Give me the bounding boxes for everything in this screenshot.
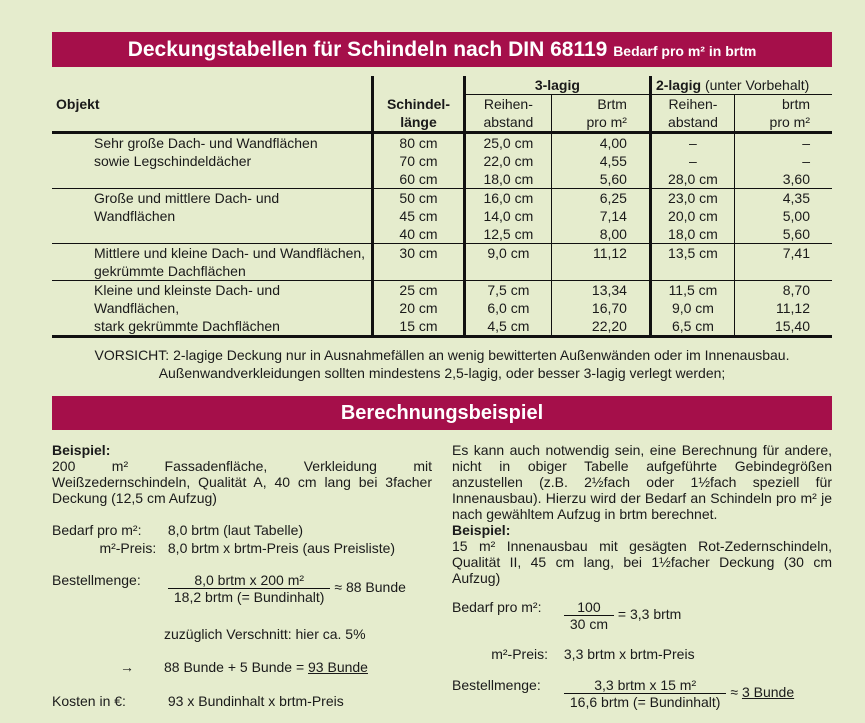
left-bestell-result: ≈ 88 Bunde bbox=[334, 579, 406, 596]
header-brtm-2: brtm bbox=[734, 95, 832, 114]
left-preis-label: m²-Preis: bbox=[99, 540, 157, 556]
cell-b3: 16,70 bbox=[551, 299, 650, 317]
cell-laenge: 30 cm bbox=[373, 244, 465, 263]
right-bestell-result: 3 Bunde bbox=[741, 684, 795, 701]
header-schindellaenge: Schindel- bbox=[373, 95, 465, 114]
cell-b3: 22,20 bbox=[551, 317, 650, 337]
fraction-numerator: 100 bbox=[564, 599, 614, 616]
right-bestell-row bbox=[452, 677, 794, 710]
cell-b3: 4,00 bbox=[551, 133, 650, 153]
cell-b2: 5,60 bbox=[734, 225, 832, 244]
table-row bbox=[52, 225, 832, 244]
cell-b3: 5,60 bbox=[551, 170, 650, 189]
cell-laenge: 70 cm bbox=[373, 152, 465, 170]
right-bedarf-fraction bbox=[564, 599, 614, 632]
cell-r3 bbox=[464, 262, 551, 281]
cell-r2: 23,0 cm bbox=[650, 189, 734, 208]
left-sum-row bbox=[164, 659, 368, 675]
header-brtm-3b: pro m² bbox=[551, 113, 650, 133]
left-bestell-label: Bestellmenge: bbox=[52, 572, 141, 588]
cell-b3: 13,34 bbox=[551, 281, 650, 300]
cell-r3: 7,5 cm bbox=[464, 281, 551, 300]
right-example-text: 15 m² Innenausbau mit gesägten Rot-Zedernschindeln, Qualität II, 45 cm lang, bei 1½facher Deckung (30 cm Aufzug) bbox=[452, 538, 832, 586]
coverage-table bbox=[52, 76, 832, 338]
left-bestell-row bbox=[52, 572, 406, 605]
header-reihenabstand-3b: abstand bbox=[464, 113, 551, 133]
header-reihenabstand-2: Reihen- bbox=[650, 95, 734, 114]
left-intro: 200 m² Fassadenfläche, Verkleidung mit Weißzedernschindeln, Qualität A, 40 cm lang bei 3facher Deckung (12,5 cm Aufzug) bbox=[52, 458, 432, 506]
cell-b3 bbox=[551, 262, 650, 281]
cell-objekt bbox=[52, 225, 373, 244]
left-sum-prefix: 88 Bunde + 5 Bunde = bbox=[164, 659, 309, 675]
cell-b2: 7,41 bbox=[734, 244, 832, 263]
cell-laenge: 20 cm bbox=[373, 299, 465, 317]
table-row bbox=[52, 133, 832, 153]
cell-r3: 6,0 cm bbox=[464, 299, 551, 317]
fraction-numerator: 8,0 brtm x 200 m² bbox=[168, 572, 331, 589]
right-bestell-label: Bestellmenge: bbox=[452, 677, 541, 693]
warning-line-1: VORSICHT: 2-lagige Deckung nur in Ausnahmefällen an wenig bewitterten Außenwänden oder im Innenausbau. bbox=[94, 347, 790, 363]
left-example bbox=[52, 442, 432, 506]
fraction-denominator: 30 cm bbox=[569, 616, 609, 632]
fraction-numerator: 3,3 brtm x 15 m² bbox=[564, 677, 727, 694]
cell-b2: 4,35 bbox=[734, 189, 832, 208]
warning-line-2: Außenwandverkleidungen sollten mindestens 2,5-lagig, oder besser 3-lagig verlegt werden; bbox=[158, 365, 726, 381]
cell-r2: 28,0 cm bbox=[650, 170, 734, 189]
right-bedarf-result: = 3,3 brtm bbox=[617, 606, 682, 623]
header-reihenabstand-3: Reihen- bbox=[464, 95, 551, 114]
cell-r3: 22,0 cm bbox=[464, 152, 551, 170]
cell-laenge: 25 cm bbox=[373, 281, 465, 300]
group-2-lagig: 2-lagig (unter Vorbehalt) bbox=[650, 76, 832, 95]
page-title: Deckungstabellen für Schindeln nach DIN 68119 bbox=[127, 38, 608, 61]
left-kosten-value: 93 x Bundinhalt x brtm-Preis bbox=[167, 693, 344, 709]
cell-r2: – bbox=[650, 133, 734, 153]
cell-r3: 18,0 cm bbox=[464, 170, 551, 189]
cell-objekt: stark gekrümmte Dachflächen bbox=[52, 317, 373, 337]
left-bedarf-row bbox=[52, 522, 303, 538]
cell-r3: 12,5 cm bbox=[464, 225, 551, 244]
header-schindellaenge-2: länge bbox=[373, 113, 465, 133]
section-banner bbox=[52, 396, 832, 430]
table-row bbox=[52, 262, 832, 281]
right-bestell-fraction bbox=[564, 677, 727, 710]
fraction-denominator: 16,6 brtm (= Bundinhalt) bbox=[569, 694, 721, 710]
right-preis-row bbox=[452, 646, 695, 662]
cell-r2 bbox=[650, 262, 734, 281]
cell-laenge: 45 cm bbox=[373, 207, 465, 225]
cell-r3: 4,5 cm bbox=[464, 317, 551, 337]
cell-b2: – bbox=[734, 133, 832, 153]
arrow-right-icon: → bbox=[120, 659, 134, 675]
cell-laenge: 40 cm bbox=[373, 225, 465, 244]
cell-objekt bbox=[52, 170, 373, 189]
header-brtm-2b: pro m² bbox=[734, 113, 832, 133]
cell-b3: 6,25 bbox=[551, 189, 650, 208]
right-bedarf-row bbox=[452, 599, 681, 632]
warning-note bbox=[52, 346, 832, 382]
left-preis-label-wrap bbox=[52, 540, 164, 556]
table-row bbox=[52, 299, 832, 317]
approx-sign: ≈ bbox=[730, 684, 742, 701]
cell-b2: 8,70 bbox=[734, 281, 832, 300]
cell-r3: 9,0 cm bbox=[464, 244, 551, 263]
cell-b2: 11,12 bbox=[734, 299, 832, 317]
cell-objekt: Wandflächen bbox=[94, 208, 176, 224]
cell-r3: 16,0 cm bbox=[464, 189, 551, 208]
cell-b3: 7,14 bbox=[551, 207, 650, 225]
cell-r2: 6,5 cm bbox=[650, 317, 734, 337]
left-preis-row bbox=[52, 540, 395, 556]
table-row bbox=[52, 317, 832, 337]
cell-r3: 25,0 cm bbox=[464, 133, 551, 153]
cell-laenge: 60 cm bbox=[373, 170, 465, 189]
right-heading: Beispiel: bbox=[452, 522, 511, 538]
table-row bbox=[52, 207, 832, 225]
cell-objekt: Kleine und kleinste Dach- und bbox=[52, 281, 373, 300]
cell-r2: 20,0 cm bbox=[650, 207, 734, 225]
cell-b2: 15,40 bbox=[734, 317, 832, 337]
table-row bbox=[52, 281, 832, 300]
section-title: Berechnungsbeispiel bbox=[340, 402, 544, 424]
cell-b3: 11,12 bbox=[551, 244, 650, 263]
cell-objekt: Wandflächen, bbox=[94, 300, 180, 316]
left-preis-value: 8,0 brtm x brtm-Preis (aus Preisliste) bbox=[167, 540, 396, 556]
cell-r2: – bbox=[650, 152, 734, 170]
cell-b3: 8,00 bbox=[551, 225, 650, 244]
table-row bbox=[52, 189, 832, 208]
left-kosten-label: Kosten in €: bbox=[52, 693, 126, 709]
left-verschnitt: zuzüglich Verschnitt: hier ca. 5% bbox=[164, 626, 366, 642]
header-objekt: Objekt bbox=[56, 95, 100, 112]
table-row bbox=[52, 152, 832, 170]
cell-b2: 5,00 bbox=[734, 207, 832, 225]
header-reihenabstand-2b: abstand bbox=[650, 113, 734, 133]
left-heading: Beispiel: bbox=[52, 442, 111, 458]
left-bedarf-value: 8,0 brtm (laut Tabelle) bbox=[167, 522, 304, 538]
cell-r2: 18,0 cm bbox=[650, 225, 734, 244]
left-bestell-fraction bbox=[168, 572, 331, 605]
right-bedarf-label: Bedarf pro m²: bbox=[452, 599, 542, 615]
cell-b2: 3,60 bbox=[734, 170, 832, 189]
cell-r2: 11,5 cm bbox=[650, 281, 734, 300]
right-preis-label: m²-Preis: bbox=[491, 646, 548, 662]
cell-laenge: 80 cm bbox=[373, 133, 465, 153]
cell-r2: 13,5 cm bbox=[650, 244, 734, 263]
cell-laenge: 50 cm bbox=[373, 189, 465, 208]
header-brtm-3: Brtm bbox=[551, 95, 650, 114]
cell-r2: 9,0 cm bbox=[650, 299, 734, 317]
cell-b2 bbox=[734, 262, 832, 281]
cell-r3: 14,0 cm bbox=[464, 207, 551, 225]
table-row bbox=[52, 244, 832, 263]
cell-b3: 4,55 bbox=[551, 152, 650, 170]
fraction-denominator: 18,2 brtm (= Bundinhalt) bbox=[173, 589, 325, 605]
cell-laenge: 15 cm bbox=[373, 317, 465, 337]
cell-objekt: Mittlere und kleine Dach- und Wandflächen, bbox=[52, 244, 373, 263]
cell-objekt: Große und mittlere Dach- und bbox=[52, 189, 373, 208]
page-subtitle: Bedarf pro m² in brtm bbox=[613, 43, 757, 59]
cell-objekt: Sehr große Dach- und Wandflächen bbox=[94, 135, 318, 151]
cell-objekt: sowie Legschindeldächer bbox=[94, 153, 252, 169]
table-row bbox=[52, 170, 832, 189]
left-bedarf-label: Bedarf pro m²: bbox=[52, 522, 142, 538]
cell-b2: – bbox=[734, 152, 832, 170]
left-kosten-row bbox=[52, 693, 344, 709]
cell-objekt: gekrümmte Dachflächen bbox=[94, 263, 246, 279]
title-banner bbox=[52, 32, 832, 67]
right-intro: Es kann auch notwendig sein, eine Berechnung für andere, nicht in obiger Tabelle aufgeführte Gebindegrößen anzustellen (z.B. 2½fach oder 1½fach speziell für Innenausbau). Hierzu wird der Bedarf an Schindeln pro m² je nach gewähltem Aufzug in brtm berechnet. bbox=[452, 442, 832, 522]
cell-laenge bbox=[373, 262, 465, 281]
group-3-lagig: 3-lagig bbox=[464, 76, 650, 95]
right-example bbox=[452, 442, 832, 586]
left-sum-result: 93 Bunde bbox=[308, 659, 368, 675]
right-preis-value: 3,3 brtm x brtm-Preis bbox=[563, 646, 695, 662]
